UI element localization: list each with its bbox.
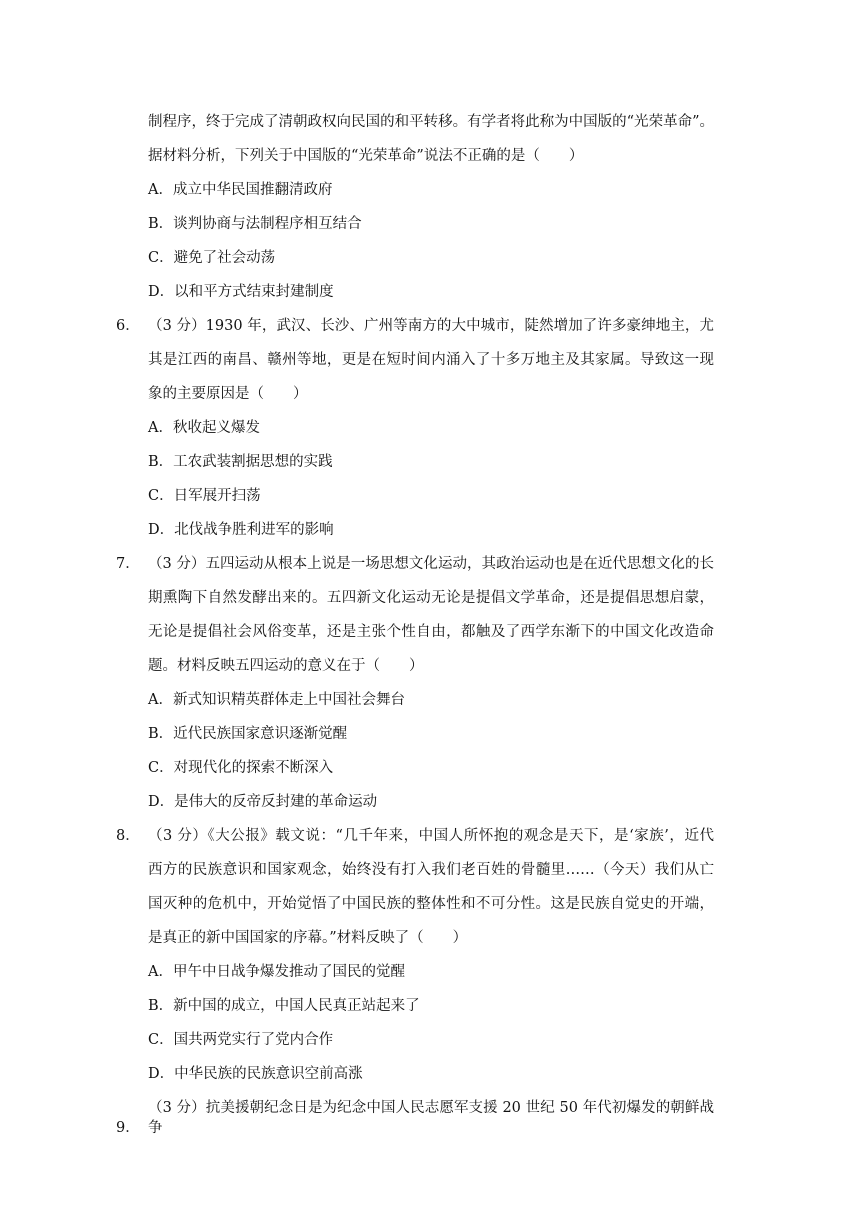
q9-stem-line-1 bbox=[116, 1098, 714, 1138]
q7-option-b[interactable]: B．近代民族国家意识逐渐觉醒 bbox=[148, 726, 348, 742]
q8-option-c[interactable]: C．国共两党实行了党内合作 bbox=[148, 1032, 334, 1048]
q5-option-d[interactable]: D．以和平方式结束封建制度 bbox=[148, 284, 334, 300]
q5-option-c[interactable]: C．避免了社会动荡 bbox=[148, 250, 276, 266]
q9-stem-text-1: （3 分）抗美援朝纪念日是为纪念中国人民志愿军支援 20 世纪 50 年代初爆发的朝鲜战争 bbox=[148, 1100, 714, 1136]
q6-stem-line-3: 象的主要原因是（ ） bbox=[148, 386, 308, 402]
q7-stem-text-1: （3 分）五四运动从根本上说是一场思想文化运动，其政治运动也是在近代思想文化的长 bbox=[148, 556, 714, 572]
q8-option-b[interactable]: B．新中国的成立，中国人民真正站起来了 bbox=[148, 998, 420, 1014]
q7-option-a[interactable]: A．新式知识精英群体走上中国社会舞台 bbox=[148, 692, 405, 708]
q5-option-b[interactable]: B．谈判协商与法制程序相互结合 bbox=[148, 216, 362, 232]
q7-stem-line-1 bbox=[116, 554, 714, 574]
q5-option-a[interactable]: A．成立中华民国推翻清政府 bbox=[148, 182, 333, 198]
q7-stem-line-4: 题。材料反映五四运动的意义在于（ ） bbox=[148, 658, 424, 674]
q8-number: 8． bbox=[116, 828, 140, 844]
q6-option-c[interactable]: C．日军展开扫荡 bbox=[148, 488, 261, 504]
q9-number: 9． bbox=[116, 1120, 140, 1136]
q7-stem-line-3: 无论是提倡社会风俗变革，还是主张个性自由，都触及了西学东渐下的中国文化改造命 bbox=[148, 624, 714, 640]
q8-stem-text-1: （3 分）《大公报》载文说：“几千年来，中国人所怀抱的观念是天下，是‘家族’，近代 bbox=[148, 828, 714, 844]
q5-stem-line-2: 据材料分析，下列关于中国版的“光荣革命”说法不正确的是（ ） bbox=[148, 148, 584, 164]
q8-option-a[interactable]: A．甲午中日战争爆发推动了国民的觉醒 bbox=[148, 964, 405, 980]
q8-option-d[interactable]: D．中华民族的民族意识空前高涨 bbox=[148, 1066, 363, 1082]
q6-option-a[interactable]: A．秋收起义爆发 bbox=[148, 420, 260, 436]
q8-stem-line-3: 国灭种的危机中，开始觉悟了中国民族的整体性和不可分性。这是民族自觉史的开端， bbox=[148, 896, 714, 912]
q6-number: 6． bbox=[116, 318, 140, 334]
q8-stem-line-2: 西方的民族意识和国家观念，始终没有打入我们老百姓的骨髓里……（今天）我们从亡 bbox=[148, 862, 714, 878]
q6-stem-line-1 bbox=[116, 316, 714, 336]
q8-stem-line-4: 是真正的新中国国家的序幕。”材料反映了（ ） bbox=[148, 930, 468, 946]
q7-option-d[interactable]: D．是伟大的反帝反封建的革命运动 bbox=[148, 794, 378, 810]
q7-number: 7． bbox=[116, 556, 140, 572]
q7-stem-line-2: 期熏陶下自然发酵出来的。五四新文化运动无论是提倡文学革命，还是提倡思想启蒙， bbox=[148, 590, 714, 606]
q7-option-c[interactable]: C．对现代化的探索不断深入 bbox=[148, 760, 334, 776]
q6-option-b[interactable]: B．工农武装割据思想的实践 bbox=[148, 454, 333, 470]
q5-stem-line-1: 制程序，终于完成了清朝政权向民国的和平转移。有学者将此称为中国版的“光荣革命”。 bbox=[148, 114, 714, 130]
q6-stem-text-1: （3 分）1930 年，武汉、长沙、广州等南方的大中城市，陡然增加了许多豪绅地主，尤 bbox=[148, 318, 714, 334]
q6-option-d[interactable]: D．北伐战争胜利进军的影响 bbox=[148, 522, 334, 538]
q6-stem-line-2: 其是江西的南昌、赣州等地，更是在短时间内涌入了十多万地主及其家属。导致这一现 bbox=[148, 352, 714, 368]
q8-stem-line-1 bbox=[116, 826, 714, 846]
